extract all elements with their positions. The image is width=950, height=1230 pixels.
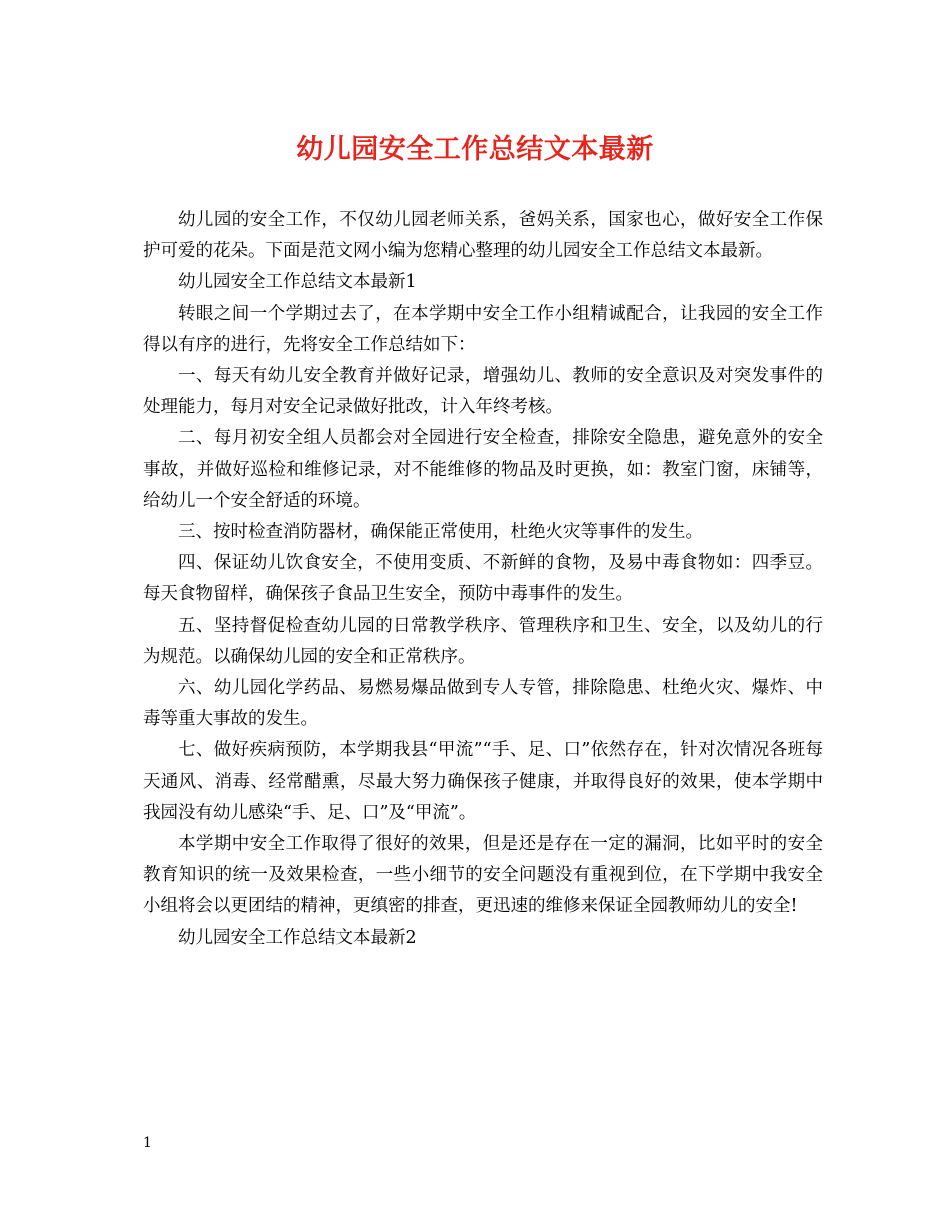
paragraph-item-5: 五、坚持督促检查幼儿园的日常教学秩序、管理秩序和卫生、安全，以及幼儿的行为规范。以确保幼儿园的安全和正常秩序。 — [143, 615, 823, 667]
section-heading-1: 幼儿园安全工作总结文本最新1 — [178, 272, 417, 293]
paragraph-opening: 转眼之间一个学期过去了，在本学期中安全工作小组精诚配合，让我园的安全工作得以有序的进行，先将安全工作总结如下： — [143, 303, 823, 355]
paragraph-item-3: 三、按时检查消防器材，确保能正常使用，杜绝火灾等事件的发生。 — [178, 522, 703, 543]
page-number: 1 — [143, 1135, 152, 1151]
paragraph-summary: 本学期中安全工作取得了很好的效果，但是还是存在一定的漏洞，比如平时的安全教育知识的统一及效果检查，一些小细节的安全问题没有重视到位，在下学期中我安全小组将会以更团结的精神，更缜密的排查，更迅速的维修来保证全园教师幼儿的安全! — [143, 834, 823, 917]
paragraph-item-7: 七、做好疾病预防，本学期我县“甲流”“手、足、口”依然存在，针对次情况各班每天通风、消毒、经常醋熏，尽最大努力确保孩子健康，并取得良好的效果，使本学期中我园没有幼儿感染“手、足、口”及“甲流”。 — [143, 740, 823, 823]
section-heading-2: 幼儿园安全工作总结文本最新2 — [178, 927, 417, 948]
paragraph-item-4: 四、保证幼儿饮食安全，不使用变质、不新鲜的食物，及易中毒食物如：四季豆。每天食物留样，确保孩子食品卫生安全，预防中毒事件的发生。 — [143, 553, 823, 605]
paragraph-item-1: 一、每天有幼儿安全教育并做好记录，增强幼儿、教师的安全意识及对突发事件的处理能力，每月对安全记录做好批改，计入年终考核。 — [143, 366, 823, 418]
document-title: 幼儿园安全工作总结文本最新 — [296, 134, 654, 165]
intro-paragraph: 幼儿园的安全工作，不仅幼儿园老师关系，爸妈关系，国家也心，做好安全工作保护可爱的花朵。下面是范文网小编为您精心整理的幼儿园安全工作总结文本最新。 — [143, 210, 823, 262]
paragraph-item-2: 二、每月初安全组人员都会对全园进行安全检查，排除安全隐患，避免意外的安全事故，并做好巡检和维修记录，对不能维修的物品及时更换，如：教室门窗，床铺等，给幼儿一个安全舒适的环境。 — [143, 428, 823, 511]
document-body — [143, 205, 823, 954]
paragraph-item-6: 六、幼儿园化学药品、易燃易爆品做到专人专管，排除隐患、杜绝火灾、爆炸、中毒等重大事故的发生。 — [143, 678, 823, 730]
